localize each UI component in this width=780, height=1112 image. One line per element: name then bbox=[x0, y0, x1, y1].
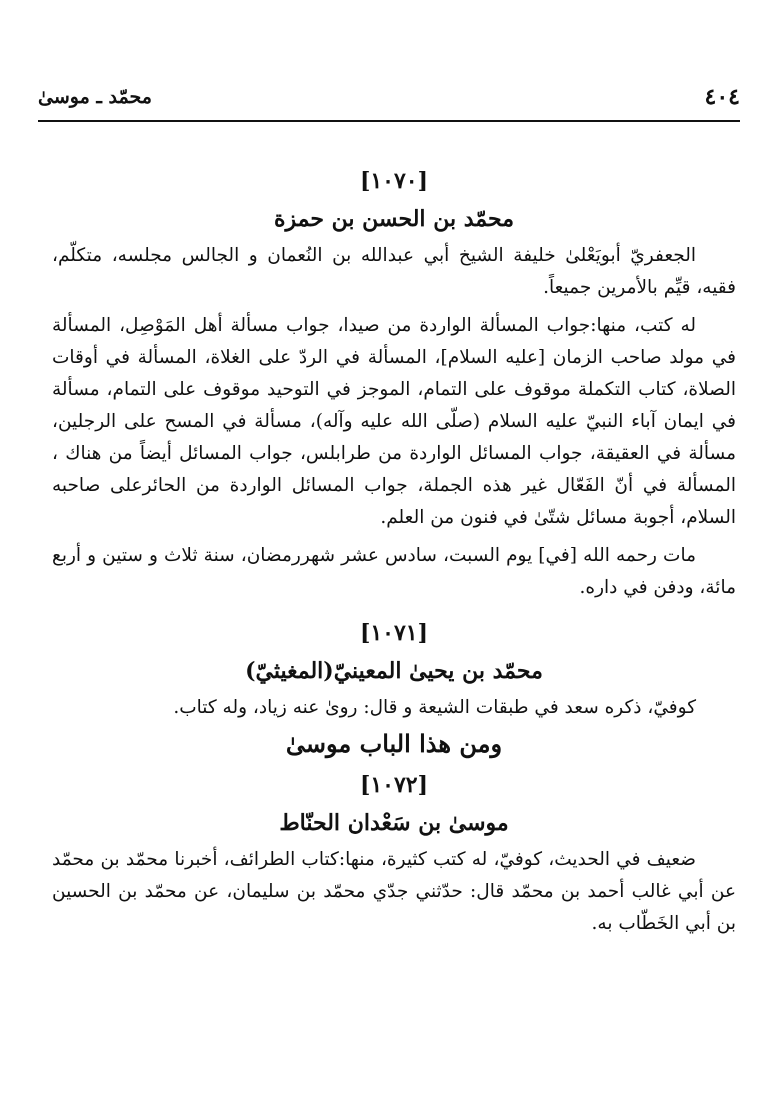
entry-paragraph: له كتب، منها:جواب المسألة الواردة من صيدا، جواب مسألة أهل المَوْصِل، المسألة في مولد صاحب الزمان [عليه السلام]، المسألة في الردّ على الغلاة، المسألة في أوقات الصلاة، كتاب التكملة موقوف على التمام، الموجز في التوحيد موقوف على التمام، مسألة في ايمان آباء النبيّ عليه السلام (صلّى الله عليه وآله)، مسألة في المسح على الرجلين، مسألة في العقيقة، جواب المسائل الواردة من طرابلس، جواب المسائل أيضاً من هناك ، المسألة في أنّ الفَعّال غير هذه الجملة، جواب المسائل الواردة من الحائرعلى صاحبه السلام، أجوبة مسائل شتّىٰ في فنون من العلم. bbox=[52, 315, 736, 528]
entry-number: [١٠٧١] bbox=[359, 620, 429, 646]
entry-number: [١٠٧٠] bbox=[359, 168, 429, 194]
entry-paragraph: مات رحمه الله [في] يوم السبت، سادس عشر شهررمضان، سنة ثلاث و ستين و أربع مائة، ودفن في داره. bbox=[52, 545, 736, 598]
page-body bbox=[52, 162, 736, 940]
page-header bbox=[38, 84, 740, 118]
section-heading: ومن هذا الباب موسىٰ bbox=[285, 729, 503, 758]
entry-paragraph: الجعفريّ أبويَعْلىٰ خليفة الشيخ أبي عبدالله بن النُعمان و الجالس مجلسه، متكلّم، فقيه، قيِّم بالأمرين جميعاً. bbox=[52, 245, 736, 298]
entry-name: محمّد بن الحسن بن حمزة bbox=[273, 206, 514, 232]
entry-paragraph: كوفيّ، ذكره سعد في طبقات الشيعة و قال: روىٰ عنه زياد، وله كتاب. bbox=[173, 697, 696, 718]
entry-name: محمّد بن يحيىٰ المعينيّ(المغيثيّ) bbox=[245, 658, 543, 684]
entry-paragraph: ضعيف في الحديث، كوفيّ، له كتب كثيرة، منها:كتاب الطرائف، أخبرنا محمّد بن محمّد عن أبي غالب أحمد بن محمّد قال: حدّثني جدّي محمّد بن سليمان، عن محمّد بن الحسين بن أبي الخَطّاب به. bbox=[52, 849, 736, 934]
running-title: محمّد ـ موسىٰ bbox=[38, 86, 152, 108]
header-divider bbox=[38, 120, 740, 122]
page-number: ٤٠٤ bbox=[704, 84, 740, 110]
entry-name: موسىٰ بن سَعْدان الحنّاط bbox=[279, 810, 509, 836]
entry-number: [١٠٧٢] bbox=[359, 772, 429, 798]
